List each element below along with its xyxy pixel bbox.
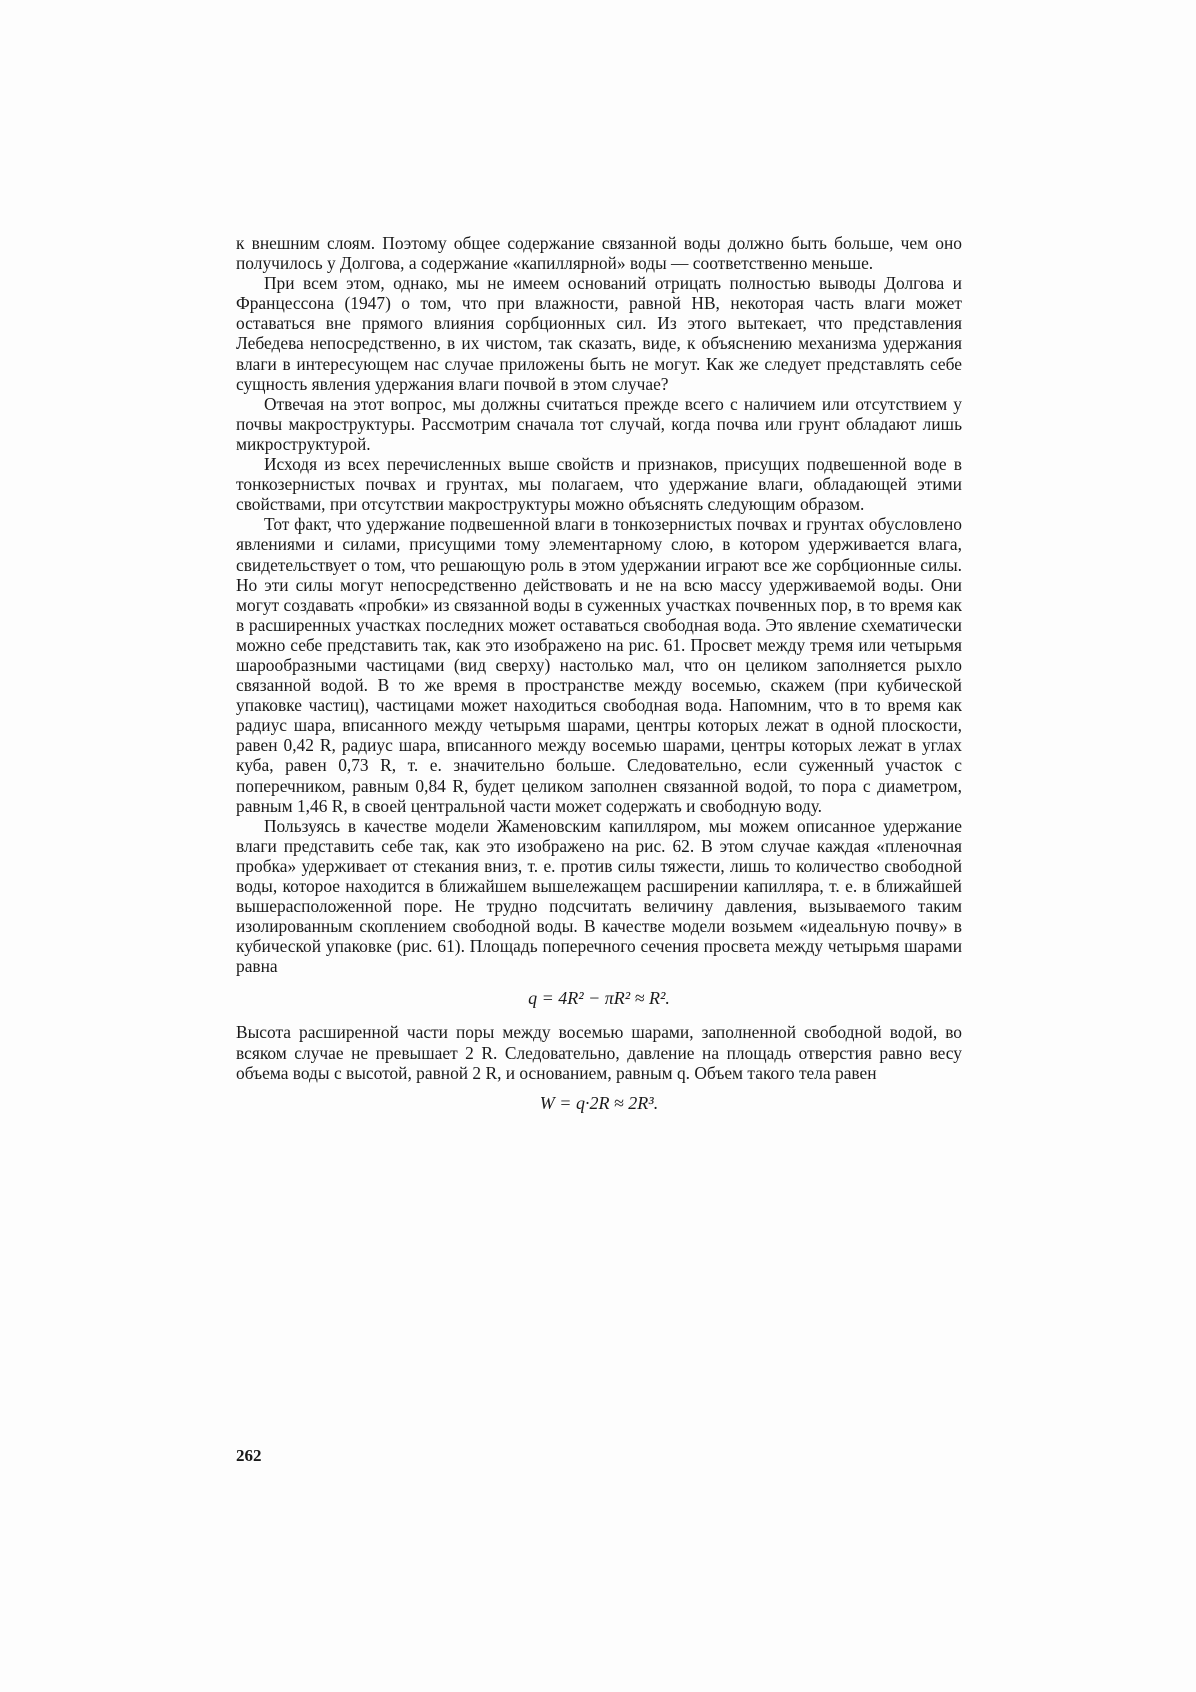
body-text xyxy=(236,233,962,1113)
paragraph-2: При всем этом, однако, мы не имеем оснований отрицать полностью выводы Долгова и Францессона (1947) о том, что при влажности, равной НВ, некоторая часть влаги может оставаться вне прямого влияния сорбционных сил. Из этого вытекает, что представления Лебедева непосредственно, в их чистом, так сказать, виде, к объяснению механизма удержания влаги в интересующем нас случае приложены быть не могут. Как же следует представлять себе сущность явления удержания влаги почвой в этом случае? xyxy=(236,273,962,394)
paragraph-1: к внешним слоям. Поэтому общее содержание связанной воды должно быть больше, чем оно получилось у Долгова, а содержание «капиллярной» воды — соответственно меньше. xyxy=(236,233,962,274)
page-number: 262 xyxy=(236,1446,262,1465)
paragraph-3: Отвечая на этот вопрос, мы должны считаться прежде всего с наличием или отсутствием у почвы макроструктуры. Рассмотрим сначала тот случай, когда почва или грунт обладают лишь микроструктурой. xyxy=(236,393,962,454)
formula-volume: W = q·2R ≈ 2R³. xyxy=(539,1092,659,1113)
paragraph-7: Высота расширенной части поры между восемью шарами, заполненной свободной водой, во всяком случае не превышает 2 R. Следовательно, давление на площадь отверстия равно весу объема воды с высотой, равной 2 R, и основанием, равным q. Объем такого тела равен xyxy=(236,1022,962,1083)
paragraph-5: Тот факт, что удержание подвешенной влаги в тонкозернистых почвах и грунтах обусловлено явлениями и силами, присущими тому элементарному слою, в котором удерживается влага, свидетельствует о том, что решающую роль в этом удержании играют все же сорбционные силы. Но эти силы могут непосредственно действовать и не на всю массу удерживаемой воды. Они могут создавать «пробки» из связанной воды в суженных участках почвенных пор, в то время как в расширенных участках последних может оставаться свободная вода. Это явление схематически можно себе представить так, как это изображено на рис. 61. Просвет между тремя или четырьмя шарообразными частицами (вид сверху) настолько мал, что он целиком заполняется рыхло связанной водой. В то же время в пространстве между восемью, скажем (при кубической упаковке частиц), частицами может находиться свободная вода. Напомним, что в то время как радиус шара, вписанного между четырьмя шарами, центры которых лежат в одной плоскости, равен 0,42 R, радиус шара, вписанного между восемью шарами, центры которых лежат в углах куба, равен 0,73 R, т. е. значительно больше. Следовательно, если суженный участок с поперечником, равным 0,84 R, будет целиком заполнен связанной водой, то пора с диаметром, равным 1,46 R, в своей центральной части может содержать и свободную воду. xyxy=(236,514,962,816)
formula-cross-section-area: q = 4R² − πR² ≈ R². xyxy=(528,988,670,1009)
paragraph-6: Пользуясь в качестве модели Жаменовским капилляром, мы можем описанное удержание влаги представить себе так, как это изображено на рис. 62. В этом случае каждая «пленочная пробка» удерживает от стекания вниз, т. е. против силы тяжести, лишь то количество свободной воды, которое находится в ближайшем вышележащем расширении капилляра, т. е. в ближайшей вышерасположенной поре. Не трудно подсчитать величину давления, вызываемого таким изолированным скоплением свободной воды. В качестве модели возьмем «идеальную почву» в кубической упаковке (рис. 61). Площадь поперечного сечения просвета между четырьмя шарами равна xyxy=(236,815,962,977)
paragraph-4: Исходя из всех перечисленных выше свойств и признаков, присущих подвешенной воде в тонкозернистых почвах и грунтах, мы полагаем, что удержание влаги, обладающей этими свойствами, при отсутствии макроструктуры можно объяснять следующим образом. xyxy=(236,454,962,515)
